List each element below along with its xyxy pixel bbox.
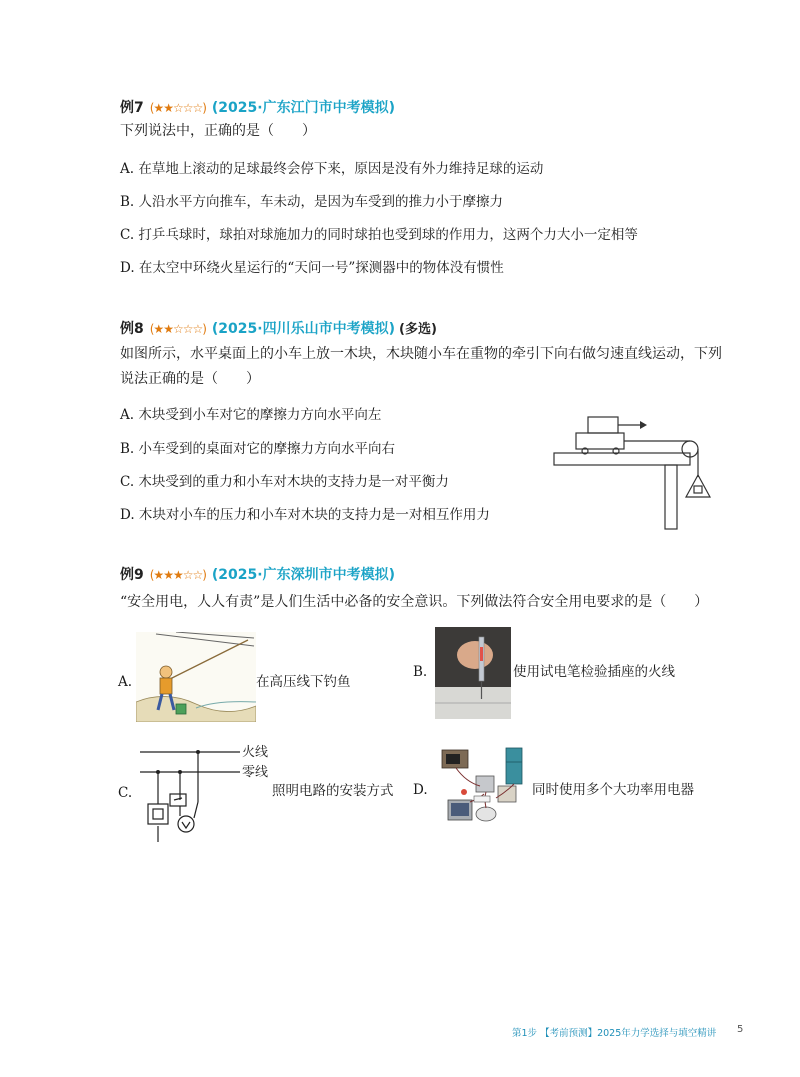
option-d-letter[interactable]: D. [413, 782, 428, 798]
question-source: (2025·广东深圳市中考模拟) [211, 567, 395, 583]
option-b[interactable]: B. 小车受到的桌面对它的摩擦力方向水平向右 [120, 441, 396, 457]
cart [576, 433, 624, 449]
neutral-wire-label: 零线 [242, 765, 269, 780]
test-pencil-image [435, 627, 511, 719]
live-wire-label: 火线 [242, 745, 269, 760]
option-a[interactable]: A. 木块受到小车对它的摩擦力方向水平向左 [120, 407, 382, 423]
overloaded-appliances-image [436, 742, 528, 834]
question-source: (2025·四川乐山市中考模拟) [211, 321, 395, 337]
difficulty-stars: (★★☆☆☆) [149, 101, 206, 115]
example-7-header [120, 97, 395, 117]
option-a-letter[interactable]: A. [118, 674, 133, 690]
arrow-right-icon [640, 421, 647, 429]
option-a[interactable]: A. 在草地上滚动的足球最终会停下来，原因是没有外力维持足球的运动 [120, 161, 544, 177]
question-stem-line-1: 如图所示，水平桌面上的小车上放一木块，木块随小车在重物的牵引下向右做匀速直线运动，下列 [120, 346, 722, 362]
table-leg [665, 465, 677, 529]
example-9-header [120, 564, 395, 584]
difficulty-stars: (★★★☆☆) [149, 568, 206, 582]
question-stem: “安全用电，人人有责”是人们生活中必备的安全意识。下列做法符合安全用电要求的是（ ） [120, 594, 709, 610]
option-c[interactable]: C. 打乒乓球时，球拍对球施加力的同时球拍也受到球的作用力，这两个力大小一定相等 [120, 227, 638, 243]
example-8-header [120, 318, 437, 338]
option-b-letter[interactable]: B. [413, 664, 428, 680]
lighting-circuit-diagram [138, 742, 274, 850]
multi-select-tag: (多选) [399, 322, 437, 337]
difficulty-stars: (★★☆☆☆) [149, 322, 206, 336]
page-footer: 第1步 【考前预测】2025年力学选择与填空精讲 [512, 1028, 717, 1039]
option-d[interactable]: D. 在太空中环绕火星运行的“天问一号”探测器中的物体没有惯性 [120, 260, 504, 276]
example-label: 例8 [120, 321, 144, 337]
page-number: 5 [737, 1024, 744, 1035]
question-source: (2025·广东江门市中考模拟) [211, 100, 395, 116]
option-c-text: 照明电路的安装方式 [272, 783, 394, 799]
question-stem: 下列说法中，正确的是（ ） [120, 123, 316, 139]
option-c[interactable]: C. 木块受到的重力和小车对木块的支持力是一对平衡力 [120, 474, 449, 490]
option-b-text: 使用试电笔检验插座的火线 [513, 664, 675, 680]
question-stem-line-2: 说法正确的是（ ） [120, 371, 260, 387]
option-c-letter[interactable]: C. [118, 785, 133, 801]
option-b[interactable]: B. 人沿水平方向推车，车未动，是因为车受到的推力小于摩擦力 [120, 194, 504, 210]
wooden-block [588, 417, 618, 433]
table-top [554, 453, 690, 465]
cart-pulley-diagram [548, 405, 718, 535]
example-label: 例9 [120, 567, 144, 583]
example-label: 例7 [120, 100, 144, 116]
fishing-under-powerline-image [136, 632, 256, 722]
option-d[interactable]: D. 木块对小车的压力和小车对木块的支持力是一对相互作用力 [120, 507, 490, 523]
option-d-text: 同时使用多个大功率用电器 [532, 782, 694, 798]
option-a-text: 在高压线下钓鱼 [256, 674, 351, 690]
